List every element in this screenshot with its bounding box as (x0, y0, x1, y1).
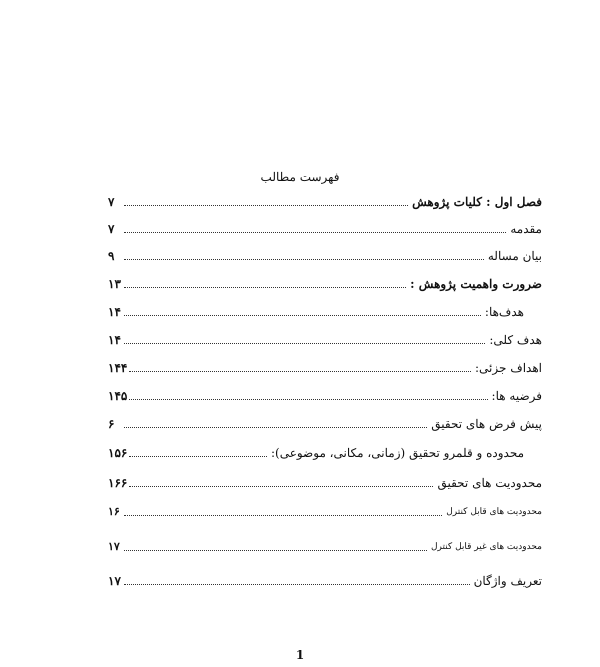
toc-entry[interactable] (108, 443, 542, 461)
toc-entry-page: ۶ (108, 417, 115, 431)
dot-leader (129, 486, 433, 487)
dot-leader (124, 584, 470, 585)
toc-entry-page: ۷ (108, 222, 115, 236)
toc-entry[interactable] (108, 502, 542, 520)
toc-entry-page: ۱۴۵ (108, 389, 128, 403)
toc-entry-page: ۱۴ (108, 305, 121, 319)
dot-leader (124, 315, 481, 316)
toc-entry-label: محدوده و قلمرو تحقیق (زمانی، مکانی، موضوعی): (270, 446, 524, 460)
toc-entry[interactable] (108, 330, 542, 348)
toc-entry[interactable] (108, 219, 542, 237)
toc-entry-label: هدف کلی: (489, 333, 542, 347)
toc-entry-label: فرضیه ها: (491, 389, 542, 403)
toc-entry[interactable] (108, 358, 542, 376)
toc-entry-page: ۱۵۶ (108, 446, 128, 460)
page-number: 1 (295, 648, 305, 662)
toc-entry-label: فصل اول : کلیات پژوهش (412, 195, 542, 209)
dot-leader (124, 343, 485, 344)
toc-entry-label: محدودیت های قابل کنترل (446, 507, 542, 517)
toc-entry-label: بیان مساله (487, 249, 542, 263)
dot-leader (124, 205, 408, 206)
toc-entry[interactable] (108, 473, 542, 491)
toc-entry[interactable] (108, 192, 542, 210)
toc-entry[interactable] (108, 414, 542, 432)
toc-entry-page: ۱۳ (108, 277, 121, 291)
toc-entry-page: ۹ (108, 249, 115, 263)
toc-entry-label: مقدمه (510, 222, 542, 236)
toc-entry-page: ۱۷ (108, 574, 121, 588)
toc-entry-label: تعریف واژگان (473, 574, 542, 588)
toc-title: فهرست مطالب (260, 170, 340, 184)
toc-entry-page: ۱۶۶ (108, 476, 128, 490)
toc-entry[interactable] (108, 274, 542, 292)
toc-entry-label: محدودیت های غیر قابل کنترل (430, 542, 542, 552)
toc-entry-label: هدف‌ها: (484, 305, 524, 319)
dot-leader (124, 515, 442, 516)
dot-leader (124, 232, 506, 233)
toc-entry-page: ۷ (108, 195, 115, 209)
toc-entry-page: ۱۴۴ (108, 361, 128, 375)
toc-entry[interactable] (108, 302, 542, 320)
dot-leader (124, 427, 427, 428)
dot-leader (124, 550, 427, 551)
toc-entry[interactable] (108, 537, 542, 555)
toc-entry[interactable] (108, 571, 542, 589)
toc-entry-page: ۱۴ (108, 333, 121, 347)
dot-leader (129, 371, 471, 372)
toc-entry-label: ضرورت واهمیت پژوهش : (410, 277, 542, 291)
toc-entry-page: ۱۶ (108, 505, 120, 518)
toc-entry-page: ۱۷ (108, 540, 120, 553)
dot-leader (124, 259, 484, 260)
toc-entry-label: پیش فرض های تحقیق (431, 417, 542, 431)
toc-entry[interactable] (108, 246, 542, 264)
toc-entry-label: محدودیت های تحقیق (437, 476, 542, 490)
dot-leader (124, 287, 406, 288)
toc-entry[interactable] (108, 386, 542, 404)
toc-entry-label: اهداف جزئی: (475, 361, 542, 375)
dot-leader (129, 399, 487, 400)
table-of-contents (108, 0, 542, 620)
dot-leader (129, 456, 267, 457)
